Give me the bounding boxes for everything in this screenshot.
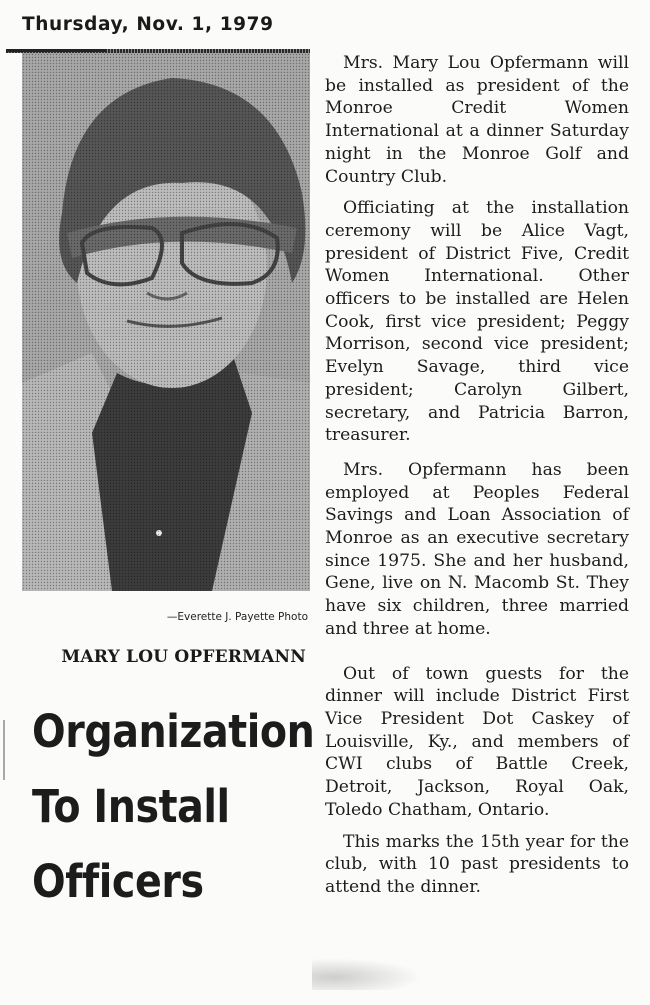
article-body <box>325 52 629 908</box>
article-paragraph: Out of town guests for the dinner will include District First Vice President Dot Caskey of Louisville, Ky., and members of CWI clubs of Battle Creek, Detroit, Jackson, Royal Oak, Toledo Chatham, Ontario. <box>325 663 629 820</box>
headline-line: Organization <box>32 705 315 758</box>
article-paragraph: This marks the 15th year for the club, with 10 past presidents to attend the dinner. <box>325 831 629 897</box>
headline <box>32 694 315 919</box>
article-paragraph: Mrs. Opfermann has been employed at Peoples Federal Savings and Loan Association of Monroe as an executive secretary since 1975. She and her husband, Gene, live on N. Macomb St. They have six children, three married and three at home. <box>325 459 629 639</box>
portrait-photo <box>22 53 310 591</box>
headline-line: Officers <box>32 855 204 908</box>
article-paragraph: Mrs. Mary Lou Opfermann will be installed as president of the Monroe Credit Women International at a dinner Saturday night in the Monroe Golf and Country Club. <box>325 53 629 187</box>
photo-halftone <box>22 53 310 591</box>
dateline-rule-accent <box>6 49 106 52</box>
dateline: Thursday, Nov. 1, 1979 <box>22 14 274 35</box>
photo-credit: —Everette J. Payette Photo <box>166 611 308 623</box>
article-paragraph: Officiating at the installation ceremony will be Alice Vagt, president of District Five, Credit Women International. Other officers to be installed are Helen Cook, first vice president; Peggy Morrison, second vice president; Evelyn Savage, third vice president; Carolyn Gilbert, secretary, and Patricia Barron, treasurer. <box>325 198 629 446</box>
portrait-photo-illustration <box>22 53 310 591</box>
headline-line: To Install <box>32 780 230 833</box>
paper-smudge <box>312 958 422 990</box>
paper-edge-mark <box>3 720 5 780</box>
photo-caption-name: MARY LOU OPFERMANN <box>61 647 306 667</box>
